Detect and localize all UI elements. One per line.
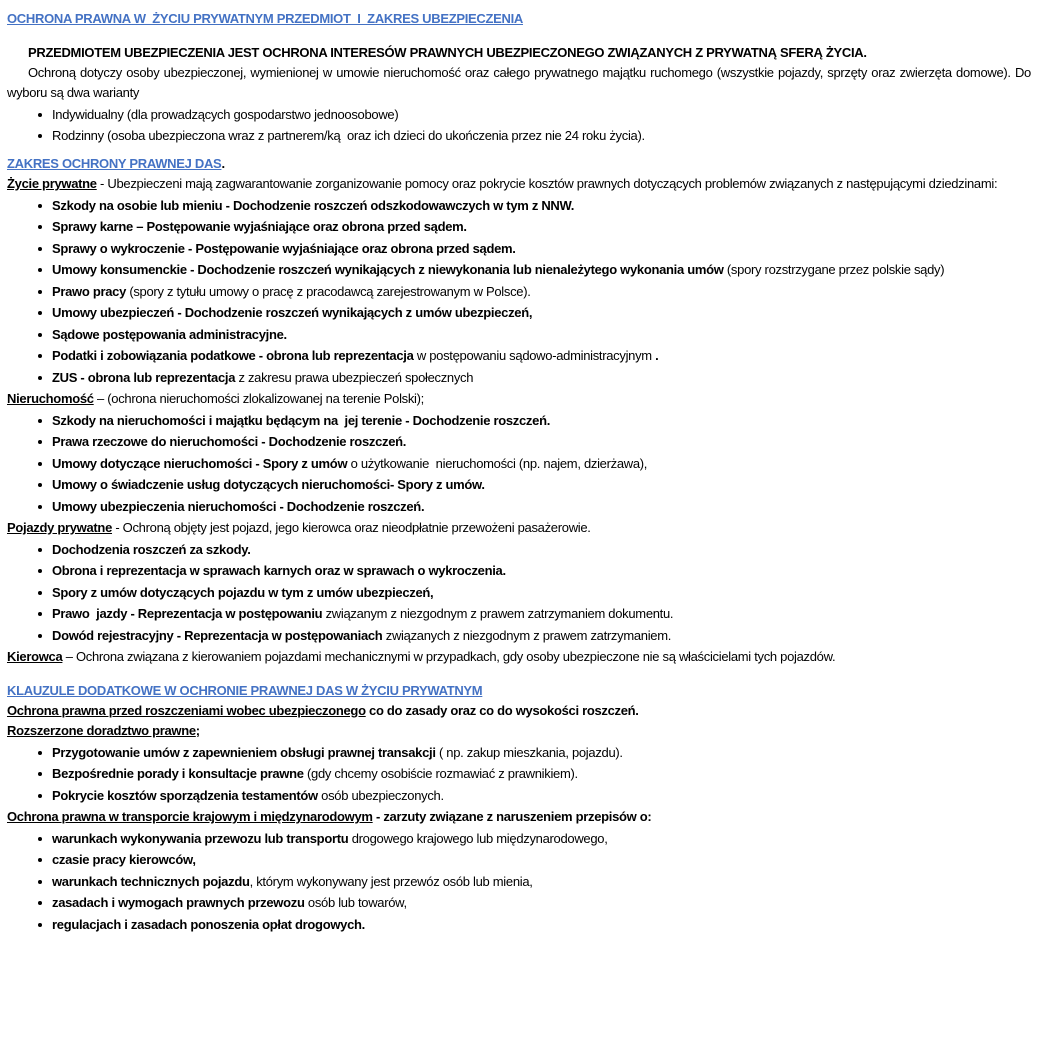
text-run: Sądowe postępowania administracyjne. (52, 326, 287, 342)
bullet-marker-icon (38, 794, 42, 798)
bullet-marker-icon (38, 901, 42, 905)
text-run: Kierowca (7, 649, 63, 664)
bullet-marker-icon (38, 247, 42, 251)
text-run: Umowy konsumenckie - Dochodzenie roszczeń wynikających z niewykonania lub nienależytego wykonania umów (52, 262, 724, 277)
text-run: ZAKRES OCHRONY PRAWNEJ DAS (7, 156, 222, 171)
clause-line-ochrona-przed-roszczeniami (7, 701, 1031, 721)
text-run: . (221, 156, 225, 171)
text-run: Ochrona prawna w transporcie krajowym i międzynarodowym (7, 809, 373, 824)
transport-bullet-warunki-techniczne (7, 872, 1031, 892)
text-run: Szkody na nieruchomości i majątku będącym na jej terenie - Dochodzenie roszczeń. (52, 412, 551, 428)
text-run: (spory rozstrzygane przez polskie sądy) (723, 262, 945, 277)
transport-bullet-czas-pracy (7, 850, 1031, 870)
subsection-kierowca (7, 647, 1031, 667)
text-run: Ochrona prawna przed roszczeniami wobec ubezpieczonego (7, 703, 366, 718)
text-run: Indywidualny (dla prowadzących gospodarstwo jednoosobowe) (52, 106, 399, 122)
intro-scope-paragraph (7, 63, 1035, 103)
text-run: Dochodzenia roszczeń za szkody. (52, 541, 251, 557)
text-run: (gdy chcemy osobiście rozmawiać z prawnikiem). (303, 766, 578, 781)
intro-subject-paragraph (7, 43, 1031, 63)
bullet-marker-icon (38, 225, 42, 229)
text-run: związanych z niezgodnym z prawem zatrzymaniem. (382, 627, 672, 643)
property-bullet-umowy-dotyczace (7, 454, 1031, 474)
bullet-marker-icon (38, 569, 42, 573)
coverage-bullet-podatki (7, 346, 1031, 366)
bullet-marker-icon (38, 923, 42, 927)
clause-bullet-przygotowanie-umow (7, 743, 1031, 763)
text-run: - Ubezpieczeni mają zagwarantowanie zorganizowanie pomocy oraz pokrycie kosztów prawnych dotyczących problemów związanych z następującymi dziedzinami: (96, 176, 998, 191)
text-run: Ochroną dotyczy osoby ubezpieczonej, wymienionej w umowie nieruchomość oraz całego prywatnego majątku ruchomego (wszystkie pojazdy, sprzęty oraz zwierzęta domowe). Do wyboru są dwa warianty (7, 65, 1035, 100)
text-run: w postępowaniu sądowo-administracyjnym (413, 348, 652, 363)
text-run: – Ochrona związana z kierowaniem pojazdami mechanicznymi w przypadkach, gdy osoby ubezpieczone nie są właścicielami tych pojazdów. (62, 649, 836, 664)
text-run: Pojazdy prywatne (7, 520, 113, 535)
subsection-pojazdy-prywatne (7, 518, 1031, 538)
bullet-marker-icon (38, 419, 42, 423)
text-run: związanym z niezgodnym z prawem zatrzymaniem dokumentu. (322, 606, 674, 621)
vehicle-bullet-dochodzenia (7, 540, 1031, 560)
coverage-bullet-zus (7, 368, 1031, 388)
subsection-nieruchomosc (7, 389, 1031, 409)
text-run: Spory z umów dotyczących pojazdu w tym z umów ubezpieczeń, (52, 584, 434, 600)
text-run: zasadach i wymogach prawnych przewozu (52, 895, 305, 910)
text-run: ; (195, 723, 200, 738)
page-title (7, 9, 1031, 29)
text-run: Bezpośrednie porady i konsultacje prawne (52, 766, 304, 781)
coverage-bullet-wykroczenie (7, 239, 1031, 259)
clause-bullet-pokrycie-kosztow (7, 786, 1031, 806)
text-run: Prawo jazdy - Reprezentacja w postępowaniu (52, 606, 323, 621)
bullet-marker-icon (38, 505, 42, 509)
vehicle-bullet-prawo-jazdy (7, 604, 1031, 624)
text-run: Dowód rejestracyjny - Reprezentacja w postępowaniach (52, 627, 383, 643)
bullet-marker-icon (38, 290, 42, 294)
bullet-marker-icon (38, 612, 42, 616)
text-run: Umowy ubezpieczenia nieruchomości - Dochodzenie roszczeń. (52, 498, 425, 514)
property-bullet-umowy-ubezpieczenia (7, 497, 1031, 517)
bullet-marker-icon (38, 751, 42, 755)
bullet-marker-icon (38, 462, 42, 466)
text-run: Umowy o świadczenie usług dotyczących nieruchomości- Spory z umów. (52, 477, 485, 492)
section-heading-zakres (7, 154, 1031, 174)
bullet-marker-icon (38, 858, 42, 862)
text-run: Umowy ubezpieczeń - Dochodzenie roszczeń wynikających z umów ubezpieczeń, (52, 305, 533, 320)
text-run: OCHRONA PRAWNA W ŻYCIU PRYWATNYM PRZEDMIOT I ZAKRES UBEZPIECZENIA (7, 11, 523, 26)
text-run: , którym wykonywany jest przewóz osób lub mienia, (249, 873, 533, 889)
vehicle-bullet-spory (7, 583, 1031, 603)
bullet-marker-icon (38, 837, 42, 841)
bullet-marker-icon (38, 134, 42, 138)
clause-bullet-bezposrednie-porady (7, 764, 1031, 784)
variant-bullet-indywidualny (7, 105, 1031, 125)
bullet-marker-icon (38, 311, 42, 315)
text-run: PRZEDMIOTEM UBEZPIECZENIA JEST OCHRONA INTERESÓW PRAWNYCH UBEZPIECZONEGO ZWIĄZANYCH Z PRYWATNĄ SFERĄ ŻYCIA. (28, 45, 867, 60)
text-run: Przygotowanie umów z zapewnieniem obsługi prawnej transakcji (52, 744, 436, 760)
coverage-bullet-umowy-konsumenckie (7, 260, 1031, 280)
text-run: Życie prywatne (7, 176, 97, 191)
section-heading-klauzule (7, 681, 1031, 701)
text-run: ZUS - obrona lub reprezentacja (52, 369, 236, 385)
text-run: Podatki i zobowiązania podatkowe - obrona lub reprezentacja (52, 348, 414, 363)
text-run: z zakresu prawa ubezpieczeń społecznych (235, 369, 474, 385)
property-bullet-umowy-uslugi (7, 475, 1031, 495)
text-run: Rodzinny (osoba ubezpieczona wraz z partnerem/ką oraz ich dzieci do ukończenia przez nie 24 roku życia). (52, 128, 645, 143)
text-run: osób lub towarów, (304, 895, 407, 910)
text-run: warunkach wykonywania przewozu lub transportu (52, 830, 349, 846)
vehicle-bullet-obrona (7, 561, 1031, 581)
text-run: regulacjach i zasadach ponoszenia opłat drogowych. (52, 916, 365, 932)
bullet-marker-icon (38, 772, 42, 776)
subsection-zycie-prywatne (7, 174, 1031, 194)
bullet-marker-icon (38, 204, 42, 208)
text-run: drogowego krajowego lub międzynarodowego, (348, 830, 608, 846)
text-run: Obrona i reprezentacja w sprawach karnych oraz w sprawach o wykroczenia. (52, 563, 506, 578)
text-run: ( np. zakup mieszkania, pojazdu). (435, 744, 623, 760)
property-bullet-prawa-rzeczowe (7, 432, 1031, 452)
bullet-marker-icon (38, 376, 42, 380)
bullet-marker-icon (38, 440, 42, 444)
variant-bullet-rodzinny (7, 126, 1031, 146)
text-run: co do zasady oraz co do wysokości roszczeń. (365, 703, 639, 718)
text-run: Sprawy karne – Postępowanie wyjaśniające oraz obrona przed sądem. (52, 219, 467, 234)
text-run: osób ubezpieczonych. (317, 787, 444, 803)
clause-line-transport (7, 807, 1031, 827)
text-run: – (ochrona nieruchomości zlokalizowanej na terenie Polski); (93, 391, 424, 406)
bullet-marker-icon (38, 548, 42, 552)
text-run: Nieruchomość (7, 391, 94, 406)
text-run: Rozszerzone doradztwo prawne (7, 723, 196, 738)
bullet-marker-icon (38, 354, 42, 358)
text-run: warunkach technicznych pojazdu (52, 873, 250, 889)
text-run: Prawo pracy (52, 283, 127, 299)
text-run: . (651, 348, 659, 363)
bullet-marker-icon (38, 634, 42, 638)
coverage-bullet-umowy-ubezpieczen (7, 303, 1031, 323)
text-run: - Ochroną objęty jest pojazd, jego kierowca oraz nieodpłatnie przewożeni pasażerowie. (112, 520, 591, 535)
bullet-marker-icon (38, 483, 42, 487)
text-run: Pokrycie kosztów sporządzenia testamentów (52, 787, 318, 803)
transport-bullet-oplaty-drogowe (7, 915, 1031, 935)
text-run: Prawa rzeczowe do nieruchomości - Dochodzenie roszczeń. (52, 434, 407, 449)
bullet-marker-icon (38, 268, 42, 272)
text-run: o użytkowanie nieruchomości (np. najem, dzierżawa), (347, 455, 648, 471)
bullet-marker-icon (38, 333, 42, 337)
coverage-bullet-prawo-pracy (7, 282, 1031, 302)
clause-line-rozszerzone-doradztwo (7, 721, 1031, 741)
text-run: KLAUZULE DODATKOWE W OCHRONIE PRAWNEJ DAS W ŻYCIU PRYWATNYM (7, 683, 483, 698)
transport-bullet-zasady-przewozu (7, 893, 1031, 913)
text-run: Szkody na osobie lub mieniu - Dochodzenie roszczeń odszkodowawczych w tym z NNW. (52, 197, 575, 213)
text-run: (spory z tytułu umowy o pracę z pracodawcą zarejestrowanym w Polsce). (126, 283, 531, 299)
bullet-marker-icon (38, 880, 42, 884)
text-run: - zarzuty związane z naruszeniem przepisów o: (372, 809, 652, 824)
text-run: czasie pracy kierowców, (52, 852, 196, 867)
vehicle-bullet-dowod-rejestracyjny (7, 626, 1031, 646)
bullet-marker-icon (38, 113, 42, 117)
text-run: Umowy dotyczące nieruchomości - Spory z umów (52, 455, 348, 471)
bullet-marker-icon (38, 591, 42, 595)
text-run: Sprawy o wykroczenie - Postępowanie wyjaśniające oraz obrona przed sądem. (52, 240, 516, 256)
coverage-bullet-szkody-osoba (7, 196, 1031, 216)
transport-bullet-warunki-przewozu (7, 829, 1031, 849)
property-bullet-szkody (7, 411, 1031, 431)
coverage-bullet-sprawy-karne (7, 217, 1031, 237)
coverage-bullet-sadowe-postepowania (7, 325, 1031, 345)
